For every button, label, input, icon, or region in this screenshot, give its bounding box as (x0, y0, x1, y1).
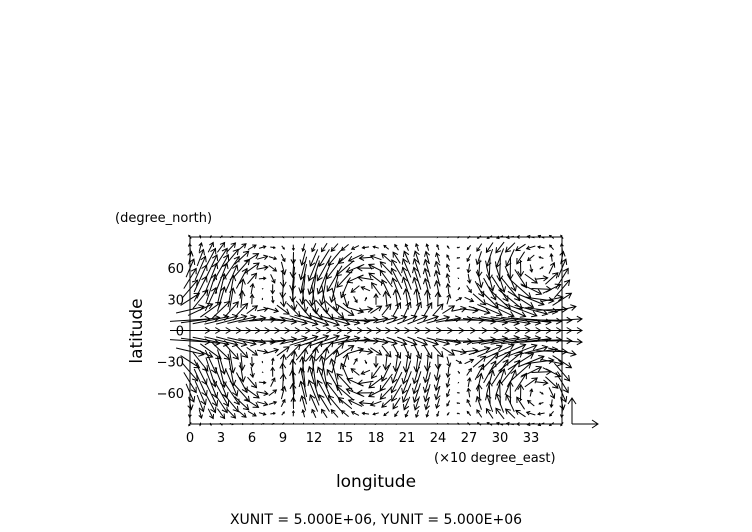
vector-arrow (247, 347, 258, 355)
vector-arrow (237, 244, 246, 251)
vector-arrow (414, 344, 422, 359)
vector-arrow (331, 410, 338, 418)
vector-arrow (447, 412, 449, 415)
x-axis-title: longitude (335, 472, 417, 492)
vector-arrow (408, 337, 428, 346)
y-tick-label: −30 (156, 355, 184, 371)
vector-arrow (269, 265, 277, 271)
vector-arrow (393, 303, 401, 317)
vector-arrow (437, 411, 439, 416)
vector-arrow (277, 347, 289, 356)
vector-arrow (540, 392, 543, 394)
vector-arrow (374, 356, 379, 367)
vector-arrow (477, 244, 482, 252)
vector-arrow (257, 349, 268, 353)
vector-arrow (525, 274, 537, 283)
vector-arrow (269, 257, 276, 260)
vector-arrow (281, 400, 285, 407)
vector-arrow (334, 424, 336, 425)
vector-arrow (447, 246, 449, 249)
vector-arrow (447, 357, 451, 367)
vector-arrow (426, 244, 429, 250)
vector-arrow (334, 237, 336, 238)
vector-arrow (320, 335, 350, 345)
vector-arrow (310, 395, 318, 412)
vector-arrow (426, 410, 429, 416)
vector-arrow (344, 424, 346, 425)
vector-arrow (423, 362, 430, 383)
vector-arrow (362, 412, 369, 415)
vector-arrow (395, 411, 399, 417)
vector-arrow (332, 288, 339, 311)
vector-arrow (261, 423, 264, 424)
vector-arrow (549, 387, 555, 398)
vector-arrow (467, 378, 471, 387)
vector-arrow (458, 382, 459, 383)
vector-arrow (405, 244, 408, 251)
vector-arrow (188, 410, 191, 417)
vector-arrow (373, 246, 379, 248)
vector-arrow (230, 424, 233, 425)
vector-arrow (239, 353, 245, 370)
vector-arrow (314, 424, 315, 425)
vector-arrow (560, 410, 563, 417)
vector-arrow (365, 237, 367, 238)
vector-arrow (476, 397, 482, 410)
vector-arrow (354, 296, 358, 302)
vector-arrow (261, 237, 264, 238)
vector-arrow (271, 358, 274, 365)
vector-arrow (477, 410, 482, 418)
vector-arrow (282, 246, 285, 249)
vector-arrow (352, 246, 359, 250)
vector-arrow (220, 423, 222, 425)
vector-arrow (408, 315, 428, 324)
vector-arrow (531, 286, 551, 292)
vector-arrow (332, 350, 339, 373)
vector-arrow (467, 274, 471, 283)
vector-arrow (292, 245, 294, 250)
vector-arrow (539, 403, 543, 405)
vector-arrow (290, 267, 296, 291)
vector-arrow (384, 412, 389, 416)
vector-arrow (248, 245, 256, 250)
vector-arrow (517, 423, 524, 426)
vector-arrow (550, 411, 554, 416)
vector-arrow (324, 424, 326, 425)
vector-arrow (341, 244, 348, 250)
vector-arrow (312, 410, 316, 418)
y-tick-labels (157, 262, 184, 402)
vector-arrow (456, 298, 462, 301)
vector-arrow (238, 316, 265, 323)
vector-arrow (448, 424, 449, 425)
y-tick-label: 30 (167, 293, 184, 309)
vector-arrow (195, 381, 206, 405)
vector-arrow (237, 410, 246, 417)
vector-arrow (229, 288, 235, 310)
vector-arrow (446, 284, 450, 294)
vector-arrow (257, 401, 268, 406)
vector-arrow (375, 424, 376, 425)
x-tick-label: 18 (367, 431, 385, 446)
vector-arrow (259, 246, 266, 249)
vector-arrow (550, 245, 554, 250)
vector-arrows (170, 235, 582, 425)
vector-arrow (530, 389, 533, 396)
vector-arrow (302, 410, 305, 417)
vector-arrow (220, 236, 222, 238)
vector-arrow (458, 247, 460, 248)
vector-arrow (458, 392, 460, 393)
vector-arrow (467, 400, 471, 407)
vector-arrow (319, 249, 329, 266)
vector-arrow (446, 378, 450, 387)
vector-arrow (229, 351, 235, 373)
vector-arrow (382, 399, 391, 407)
vector-arrow (250, 284, 254, 294)
vector-arrow (362, 246, 369, 249)
vector-arrow (269, 390, 277, 396)
vector-arrow (425, 252, 430, 264)
vector-arrow (271, 368, 275, 377)
x-tick-label: 27 (460, 431, 478, 446)
x-tick-label: 0 (185, 431, 195, 446)
vector-arrow (446, 274, 450, 283)
vector-arrow (331, 244, 338, 252)
vector-arrow (341, 411, 348, 417)
vector-arrow (195, 256, 206, 280)
vector-arrow (405, 410, 408, 417)
vector-arrow (303, 237, 304, 238)
vector-arrow (371, 401, 382, 406)
reference-arrow (568, 398, 598, 428)
vector-arrow (467, 254, 471, 261)
vector-arrow (476, 251, 482, 264)
vector-arrow (484, 361, 496, 383)
vector-arrow (238, 339, 265, 346)
vector-arrow (262, 299, 263, 300)
vector-arrow (324, 237, 326, 238)
vector-arrow (248, 411, 256, 416)
vector-arrow (267, 308, 278, 313)
vector-arrow (269, 401, 276, 404)
vector-arrow (442, 306, 454, 314)
vector-arrow (250, 367, 254, 377)
vector-arrow (456, 360, 462, 363)
vector-arrow (525, 378, 537, 387)
vector-arrow (393, 345, 401, 359)
vector-arrow (293, 424, 294, 425)
vector-arrow (351, 369, 359, 376)
vector-arrow (250, 357, 254, 367)
vector-arrow (250, 423, 253, 424)
y-units-label: (degree_north) (115, 211, 213, 226)
vector-arrow (259, 381, 266, 384)
vector-arrow (374, 294, 379, 305)
vector-arrow (384, 246, 389, 250)
vector-arrow (259, 277, 266, 280)
y-axis-title: latitude (127, 298, 147, 364)
vector-arrow (516, 410, 526, 416)
vector-arrow (530, 265, 533, 272)
vector-arrow (527, 411, 536, 415)
vector-arrow (248, 273, 257, 284)
vector-arrow (382, 346, 391, 357)
vector-arrow (484, 278, 496, 300)
vector-arrow (302, 244, 305, 251)
vector-arrow (210, 423, 211, 425)
vector-arrow (416, 410, 419, 417)
vector-arrow (248, 377, 257, 388)
vector-arrow (257, 391, 268, 396)
vector-arrow (267, 348, 278, 353)
vector-arrow (528, 255, 535, 261)
vector-arrow (270, 247, 275, 249)
vector-arrow (516, 244, 526, 250)
vector-arrow (437, 245, 439, 250)
vector-arrow (354, 424, 356, 425)
vector-arrow (282, 412, 285, 415)
vector-arrow (433, 346, 443, 357)
vector-arrow (458, 413, 460, 414)
vector-arrow (319, 395, 329, 412)
vector-arrow (281, 387, 286, 400)
vector-arrow (365, 298, 367, 301)
vector-arrow (230, 236, 233, 237)
vector-arrow (270, 413, 275, 415)
vector-arrow (310, 249, 318, 266)
vector-arrow (457, 403, 460, 404)
vector-arrow (322, 243, 328, 251)
vector-arrow (404, 344, 411, 359)
vector-arrow (271, 274, 276, 283)
vector-arrow (344, 237, 346, 238)
vector-arrow (517, 235, 524, 238)
vector-arrow (351, 286, 359, 293)
vector-arrow (539, 257, 543, 259)
vector-arrow (262, 361, 263, 362)
vector-arrow (447, 255, 450, 260)
vector-arrow (375, 237, 376, 238)
vector-arrow (281, 262, 286, 275)
vector-arrow (361, 370, 370, 374)
vector-arrow (257, 266, 268, 271)
x-tick-label: 21 (398, 431, 416, 446)
x-tick-label: 12 (305, 431, 323, 446)
vector-arrow (271, 284, 275, 293)
vector-arrow (291, 252, 296, 263)
y-tick-label: 60 (167, 262, 184, 278)
vector-arrow (395, 245, 399, 251)
vector-arrow (465, 297, 474, 302)
vector-arrow (303, 424, 304, 425)
vector-arrow (291, 398, 296, 409)
vector-arrow (320, 273, 328, 305)
vector-arrow (414, 251, 420, 264)
vector-arrow (257, 307, 268, 311)
x-tick-label: 15 (336, 431, 354, 446)
vector-arrow (281, 254, 285, 261)
vector-arrow (442, 348, 454, 356)
footer-units: XUNIT = 5.000E+06, YUNIT = 5.000E+06 (229, 512, 523, 528)
vector-arrow (373, 413, 379, 415)
vector-arrow (467, 286, 472, 293)
vector-arrow (540, 267, 543, 269)
vector-arrow (538, 246, 545, 249)
vector-arrow (320, 316, 350, 326)
vector-arrow (386, 237, 387, 238)
vector-arrow (446, 389, 449, 397)
vector-arrow (188, 244, 191, 251)
vector-arrow (338, 398, 352, 409)
vector-arrow (467, 245, 470, 249)
vector-arrow (206, 249, 216, 268)
vector-arrow (424, 345, 432, 359)
x-tick-label: 3 (216, 431, 226, 446)
vector-arrow (538, 412, 545, 415)
vector-arrow (371, 255, 382, 260)
x-tick-labels (186, 431, 539, 446)
vector-arrow (467, 388, 471, 397)
vector-arrow (467, 369, 472, 376)
vector-arrow (446, 264, 449, 272)
vector-arrow (382, 304, 391, 315)
vector-arrow (354, 237, 356, 238)
vector-arrow (535, 276, 548, 281)
vector-arrow (458, 278, 459, 279)
vector-arrow (365, 360, 367, 363)
vector-arrow (292, 411, 294, 416)
vector-arrow (206, 394, 216, 413)
vector-arrow (531, 369, 551, 375)
vector-arrow (277, 305, 289, 314)
x-tick-label: 9 (278, 431, 288, 446)
vector-arrow (361, 287, 370, 291)
vector-arrow (550, 254, 553, 262)
vector-arrow (352, 412, 359, 416)
vector-arrow (458, 268, 460, 269)
vector-arrow (312, 243, 316, 251)
vector-arrow (293, 237, 294, 238)
vector-arrow (560, 244, 563, 251)
vector-arrow (447, 295, 451, 305)
vector-arrow (239, 291, 245, 308)
vector-arrow (527, 246, 536, 250)
y-tick-label: 0 (175, 324, 184, 340)
vector-arrow (314, 237, 315, 238)
vector-arrow (457, 257, 460, 258)
vector-arrow (200, 236, 201, 239)
vector-arrow (458, 288, 460, 290)
y-tick-label: −60 (156, 386, 184, 402)
vector-arrow (271, 296, 274, 303)
vector-arrow (549, 263, 555, 274)
vector-arrow (338, 252, 352, 263)
vector-arrow (535, 380, 548, 385)
vector-arrow (354, 359, 358, 365)
vector-arrow (210, 236, 211, 238)
vector-arrow (507, 382, 513, 404)
vector-arrow (467, 412, 470, 416)
x-units-label: (×10 degree_east) (434, 451, 556, 466)
vector-arrow (257, 255, 268, 260)
vector-arrow (550, 399, 553, 407)
vector-arrow (386, 424, 387, 425)
vector-arrow (217, 409, 224, 419)
vector-arrow (467, 264, 471, 273)
vector-arrow (250, 236, 253, 237)
vector-arrow (217, 243, 224, 253)
vector-arrow (365, 424, 367, 425)
x-tick-label: 33 (522, 431, 540, 446)
vector-arrow (341, 280, 349, 297)
vector-arrow (423, 279, 430, 300)
vector-arrow (416, 244, 419, 251)
x-tick-label: 24 (429, 431, 447, 446)
vector-arrow (200, 423, 201, 426)
vector-arrow (528, 401, 535, 407)
vector-arrow (458, 371, 460, 373)
vector-arrow (360, 401, 372, 406)
vector-arrow (320, 356, 328, 388)
x-tick-label: 6 (247, 431, 257, 446)
vector-arrow (517, 252, 525, 264)
vector-arrow (290, 371, 296, 395)
x-tick-label: 30 (491, 431, 509, 446)
vector-arrow (507, 257, 513, 279)
vector-arrow (382, 254, 391, 262)
vector-arrow (247, 306, 258, 314)
vector-arrow (360, 255, 372, 260)
vector-arrow (447, 401, 450, 406)
vector-arrow (341, 363, 349, 380)
vector-arrow (448, 237, 449, 238)
vector-arrow (271, 378, 276, 387)
vector-arrow (465, 359, 474, 364)
vector-arrow (425, 397, 430, 409)
vector-arrow (250, 295, 254, 305)
vector-arrow (259, 413, 266, 416)
vector-arrow (446, 367, 450, 377)
vector-arrow (322, 409, 328, 417)
